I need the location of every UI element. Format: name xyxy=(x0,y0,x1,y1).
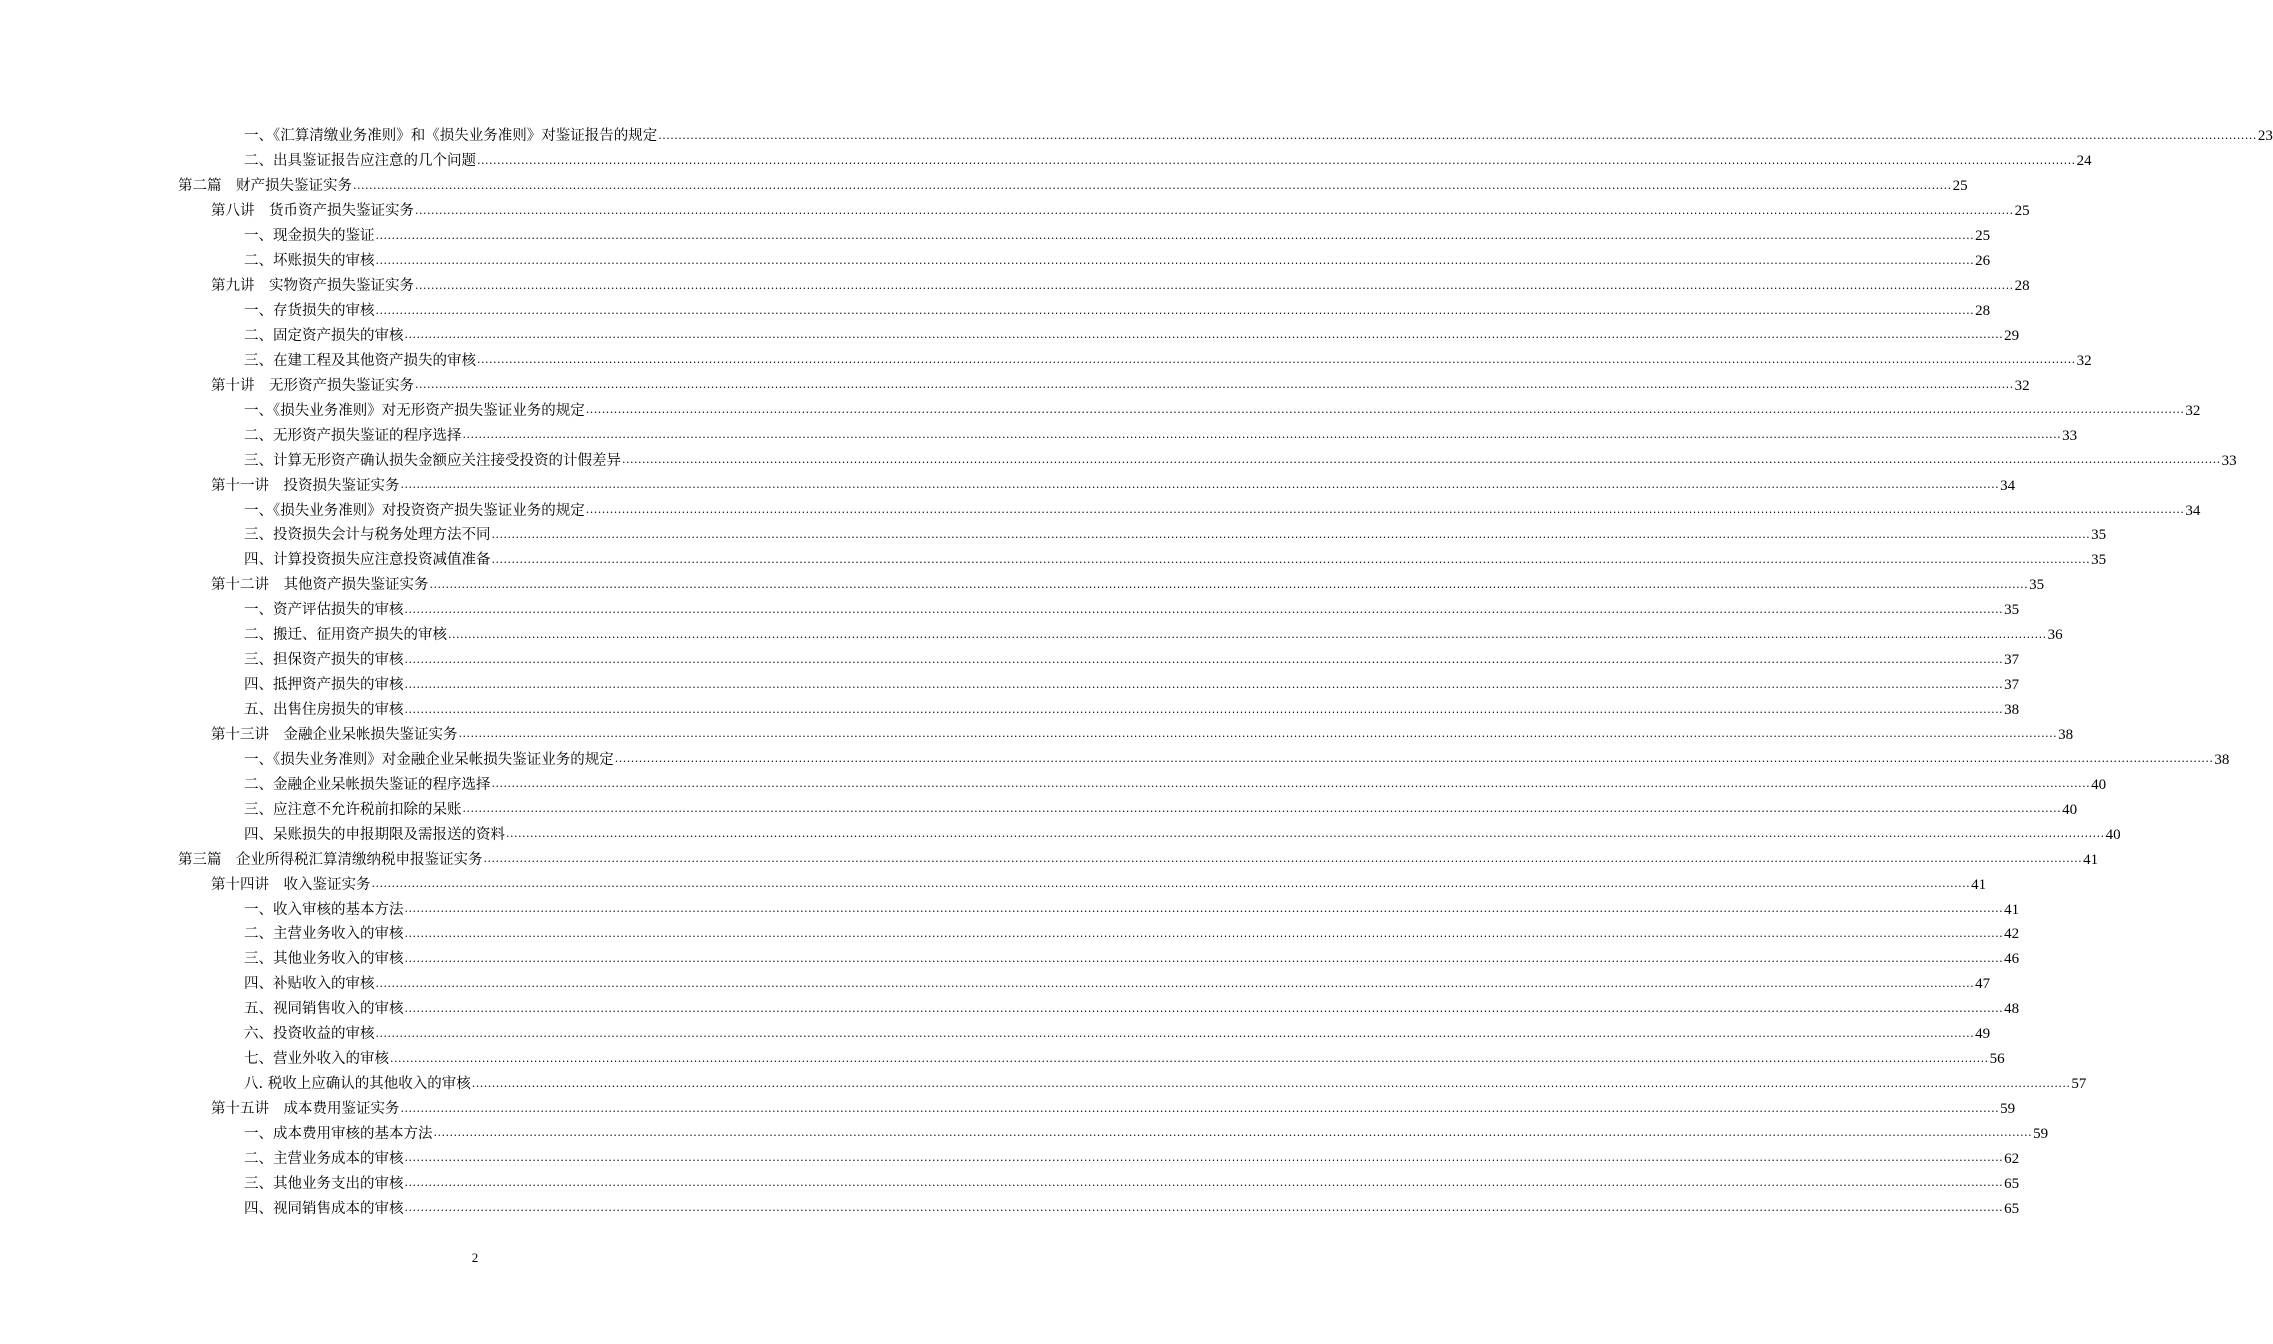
toc-dot-leader: ................................................................................................................................................................................................................................................................................................................................................................................................................ xyxy=(491,777,2091,791)
toc-dot-leader: ................................................................................................................................................................................................................................................................................................................................................................................................................ xyxy=(433,1126,2033,1140)
table-of-contents xyxy=(0,124,2273,1221)
toc-dot-leader: ................................................................................................................................................................................................................................................................................................................................................................................................................ xyxy=(506,827,2105,841)
toc-entry-page: 41 xyxy=(2004,901,2020,918)
toc-dot-leader: ................................................................................................................................................................................................................................................................................................................................................................................................................ xyxy=(491,527,2091,541)
toc-entry-title: 四、抵押资产损失的审核 xyxy=(244,677,404,694)
toc-entry-title: 四、视同销售成本的审核 xyxy=(244,1200,404,1217)
toc-entry-page: 33 xyxy=(2221,452,2237,469)
toc-entry-page: 37 xyxy=(2004,652,2020,669)
toc-dot-leader: ................................................................................................................................................................................................................................................................................................................................................................................................................ xyxy=(415,203,2014,217)
toc-dot-leader: ................................................................................................................................................................................................................................................................................................................................................................................................................ xyxy=(622,453,2221,467)
toc-entry-page: 25 xyxy=(1952,178,1968,195)
toc-entry-page: 36 xyxy=(2047,627,2063,644)
toc-entry[interactable] xyxy=(0,797,2078,822)
toc-entry[interactable] xyxy=(0,822,2121,847)
toc-entry-page: 25 xyxy=(2014,203,2030,220)
toc-dot-leader: ................................................................................................................................................................................................................................................................................................................................................................................................................ xyxy=(458,727,2058,741)
toc-entry-page: 35 xyxy=(2091,527,2107,544)
toc-entry-page: 62 xyxy=(2004,1150,2020,1167)
toc-entry[interactable] xyxy=(0,872,1987,897)
toc-entry-title: 四、呆账损失的申报期限及需报送的资料 xyxy=(244,826,505,843)
toc-dot-leader: ................................................................................................................................................................................................................................................................................................................................................................................................................ xyxy=(375,976,1975,990)
toc-entry[interactable] xyxy=(0,623,2063,648)
toc-entry-title: 第十五讲 成本费用鉴证实务 xyxy=(211,1101,400,1118)
toc-entry-title: 第十讲 无形资产损失鉴证实务 xyxy=(211,377,414,394)
page-number: 2 xyxy=(471,1250,479,1265)
toc-entry-page: 65 xyxy=(2004,1200,2020,1217)
toc-dot-leader: ................................................................................................................................................................................................................................................................................................................................................................................................................ xyxy=(462,428,2062,442)
toc-entry[interactable] xyxy=(0,1022,1991,1047)
toc-dot-leader: ................................................................................................................................................................................................................................................................................................................................................................................................................ xyxy=(390,1051,1989,1065)
toc-entry[interactable] xyxy=(0,149,2092,174)
toc-entry-title: 二、主营业务收入的审核 xyxy=(244,926,404,943)
toc-dot-leader: ................................................................................................................................................................................................................................................................................................................................................................................................................ xyxy=(658,128,2257,142)
toc-entry-page: 26 xyxy=(1975,253,1991,270)
toc-entry-title: 第十四讲 收入鉴证实务 xyxy=(211,876,371,893)
toc-dot-leader: ................................................................................................................................................................................................................................................................................................................................................................................................................ xyxy=(585,403,2185,417)
toc-dot-leader: ................................................................................................................................................................................................................................................................................................................................................................................................................ xyxy=(400,1101,2000,1115)
toc-dot-leader: ................................................................................................................................................................................................................................................................................................................................................................................................................ xyxy=(404,1001,2004,1015)
toc-entry-title: 三、担保资产损失的审核 xyxy=(244,652,404,669)
toc-entry-title: 一、《损失业务准则》对投资资产损失鉴证业务的规定 xyxy=(244,502,585,519)
toc-entry-page: 40 xyxy=(2091,776,2107,793)
toc-entry[interactable] xyxy=(0,199,2030,224)
toc-entry[interactable] xyxy=(0,897,2020,922)
toc-dot-leader: ................................................................................................................................................................................................................................................................................................................................................................................................................ xyxy=(415,278,2014,292)
toc-dot-leader: ................................................................................................................................................................................................................................................................................................................................................................................................................ xyxy=(483,852,2083,866)
toc-entry[interactable] xyxy=(0,1146,2020,1171)
toc-entry[interactable] xyxy=(0,523,2107,548)
toc-entry[interactable] xyxy=(0,648,2020,673)
toc-entry[interactable] xyxy=(0,373,2030,398)
toc-entry-title: 第十三讲 金融企业呆帐损失鉴证实务 xyxy=(211,726,458,743)
toc-entry-title: 七、营业外收入的审核 xyxy=(244,1051,389,1068)
toc-dot-leader: ................................................................................................................................................................................................................................................................................................................................................................................................................ xyxy=(404,1201,2004,1215)
toc-entry-title: 二、无形资产损失鉴证的程序选择 xyxy=(244,427,462,444)
toc-entry-page: 59 xyxy=(2000,1101,2016,1118)
toc-entry-title: 一、成本费用审核的基本方法 xyxy=(244,1125,433,1142)
toc-entry[interactable] xyxy=(0,1171,2020,1196)
toc-entry[interactable] xyxy=(0,673,2020,698)
toc-entry-title: 第三篇 企业所得税汇算清缴纳税申报鉴证实务 xyxy=(178,851,483,868)
toc-dot-leader: ................................................................................................................................................................................................................................................................................................................................................................................................................ xyxy=(614,752,2214,766)
toc-entry[interactable] xyxy=(0,1122,2049,1147)
toc-dot-leader: ................................................................................................................................................................................................................................................................................................................................................................................................................ xyxy=(353,178,1952,192)
toc-entry-title: 一、存货损失的审核 xyxy=(244,303,375,320)
toc-entry[interactable] xyxy=(0,448,2237,473)
toc-entry-title: 四、补贴收入的审核 xyxy=(244,976,375,993)
toc-entry-page: 35 xyxy=(2029,577,2045,594)
toc-entry-page: 65 xyxy=(2004,1175,2020,1192)
toc-entry[interactable] xyxy=(0,723,2074,748)
toc-entry-title: 二、坏账损失的审核 xyxy=(244,253,375,270)
toc-entry-page: 34 xyxy=(2000,477,2016,494)
toc-entry[interactable] xyxy=(0,772,2107,797)
toc-entry[interactable] xyxy=(0,398,2201,423)
toc-dot-leader: ................................................................................................................................................................................................................................................................................................................................................................................................................ xyxy=(462,802,2062,816)
toc-entry-page: 25 xyxy=(1975,228,1991,245)
toc-entry-title: 第二篇 财产损失鉴证实务 xyxy=(178,178,352,195)
toc-dot-leader: ................................................................................................................................................................................................................................................................................................................................................................................................................ xyxy=(375,1026,1975,1040)
toc-dot-leader: ................................................................................................................................................................................................................................................................................................................................................................................................................ xyxy=(477,353,2076,367)
toc-entry-title: 三、其他业务收入的审核 xyxy=(244,951,404,968)
toc-entry-title: 二、主营业务成本的审核 xyxy=(244,1150,404,1167)
toc-entry-page: 38 xyxy=(2214,751,2230,768)
toc-entry[interactable] xyxy=(0,473,2016,498)
toc-entry[interactable] xyxy=(0,274,2030,299)
toc-entry-title: 第十二讲 其他资产损失鉴证实务 xyxy=(211,577,429,594)
toc-entry[interactable] xyxy=(0,997,2020,1022)
toc-entry-title: 一、《损失业务准则》对金融企业呆帐损失鉴证业务的规定 xyxy=(244,751,614,768)
toc-dot-leader: ................................................................................................................................................................................................................................................................................................................................................................................................................ xyxy=(400,478,2000,492)
toc-entry-page: 57 xyxy=(2071,1076,2087,1093)
toc-entry-page: 56 xyxy=(1989,1051,2005,1068)
toc-entry-page: 48 xyxy=(2004,1001,2020,1018)
toc-entry-title: 一、现金损失的鉴证 xyxy=(244,228,375,245)
toc-entry-page: 41 xyxy=(1971,876,1987,893)
toc-entry-title: 三、其他业务支出的审核 xyxy=(244,1175,404,1192)
toc-entry-page: 42 xyxy=(2004,926,2020,943)
toc-entry-title: 五、视同销售收入的审核 xyxy=(244,1001,404,1018)
toc-entry[interactable] xyxy=(0,947,2020,972)
toc-entry[interactable] xyxy=(0,847,2099,872)
toc-entry-page: 28 xyxy=(2014,278,2030,295)
toc-entry-page: 35 xyxy=(2091,552,2107,569)
toc-entry[interactable] xyxy=(0,972,1991,997)
toc-entry-title: 一、资产评估损失的审核 xyxy=(244,602,404,619)
toc-entry-title: 二、出具鉴证报告应注意的几个问题 xyxy=(244,153,476,170)
toc-dot-leader: ................................................................................................................................................................................................................................................................................................................................................................................................................ xyxy=(404,951,2004,965)
toc-entry-page: 40 xyxy=(2062,801,2078,818)
toc-dot-leader: ................................................................................................................................................................................................................................................................................................................................................................................................................ xyxy=(371,877,1971,891)
toc-entry-page: 46 xyxy=(2004,951,2020,968)
toc-dot-leader: ................................................................................................................................................................................................................................................................................................................................................................................................................ xyxy=(404,1176,2004,1190)
toc-dot-leader: ................................................................................................................................................................................................................................................................................................................................................................................................................ xyxy=(471,1076,2071,1090)
toc-entry-page: 38 xyxy=(2058,726,2074,743)
toc-entry[interactable] xyxy=(0,324,2020,349)
toc-dot-leader: ................................................................................................................................................................................................................................................................................................................................................................................................................ xyxy=(404,702,2004,716)
toc-entry-title: 一、《损失业务准则》对无形资产损失鉴证业务的规定 xyxy=(244,402,585,419)
toc-entry-title: 第八讲 货币资产损失鉴证实务 xyxy=(211,203,414,220)
toc-entry-title: 二、金融企业呆帐损失鉴证的程序选择 xyxy=(244,776,491,793)
toc-dot-leader: ................................................................................................................................................................................................................................................................................................................................................................................................................ xyxy=(404,602,2004,616)
toc-dot-leader: ................................................................................................................................................................................................................................................................................................................................................................................................................ xyxy=(375,253,1975,267)
toc-entry-page: 23 xyxy=(2257,128,2273,145)
toc-entry-title: 二、固定资产损失的审核 xyxy=(244,327,404,344)
toc-entry[interactable] xyxy=(0,249,1991,274)
toc-dot-leader: ................................................................................................................................................................................................................................................................................................................................................................................................................ xyxy=(448,627,2047,641)
toc-entry[interactable] xyxy=(0,348,2092,373)
toc-entry[interactable] xyxy=(0,1097,2016,1122)
toc-entry-title: 一、收入审核的基本方法 xyxy=(244,901,404,918)
toc-entry-title: 三、计算无形资产确认损失金额应关注接受投资的计假差异 xyxy=(244,452,621,469)
toc-dot-leader: ................................................................................................................................................................................................................................................................................................................................................................................................................ xyxy=(375,228,1975,242)
toc-entry[interactable] xyxy=(0,423,2078,448)
toc-dot-leader: ................................................................................................................................................................................................................................................................................................................................................................................................................ xyxy=(404,1151,2004,1165)
toc-entry-title: 四、计算投资损失应注意投资减值准备 xyxy=(244,552,491,569)
toc-dot-leader: ................................................................................................................................................................................................................................................................................................................................................................................................................ xyxy=(404,652,2004,666)
toc-entry[interactable] xyxy=(0,1196,2020,1221)
toc-entry-page: 32 xyxy=(2076,352,2092,369)
toc-entry-page: 32 xyxy=(2185,402,2201,419)
toc-entry-page: 40 xyxy=(2105,826,2121,843)
toc-entry[interactable] xyxy=(0,573,2045,598)
toc-entry-page: 37 xyxy=(2004,677,2020,694)
toc-entry-title: 一、《汇算清缴业务准则》和《损失业务准则》对鉴证报告的规定 xyxy=(244,128,658,145)
toc-entry-page: 41 xyxy=(2083,851,2099,868)
toc-entry-title: 第十一讲 投资损失鉴证实务 xyxy=(211,477,400,494)
toc-entry[interactable] xyxy=(0,1047,2005,1072)
toc-entry[interactable] xyxy=(0,124,2273,149)
toc-entry-page: 38 xyxy=(2004,702,2020,719)
toc-entry[interactable] xyxy=(0,747,2230,772)
toc-entry-page: 59 xyxy=(2033,1125,2049,1142)
toc-dot-leader: ................................................................................................................................................................................................................................................................................................................................................................................................................ xyxy=(491,552,2091,566)
toc-entry-title: 三、应注意不允许税前扣除的呆账 xyxy=(244,801,462,818)
toc-dot-leader: ................................................................................................................................................................................................................................................................................................................................................................................................................ xyxy=(404,677,2004,691)
toc-entry-page: 28 xyxy=(1975,303,1991,320)
toc-entry-title: 第九讲 实物资产损失鉴证实务 xyxy=(211,278,414,295)
toc-entry[interactable] xyxy=(0,698,2020,723)
toc-dot-leader: ................................................................................................................................................................................................................................................................................................................................................................................................................ xyxy=(375,303,1975,317)
toc-dot-leader: ................................................................................................................................................................................................................................................................................................................................................................................................................ xyxy=(415,378,2014,392)
toc-entry-title: 三、投资损失会计与税务处理方法不同 xyxy=(244,527,491,544)
toc-dot-leader: ................................................................................................................................................................................................................................................................................................................................................................................................................ xyxy=(404,902,2004,915)
toc-entry-page: 32 xyxy=(2014,377,2030,394)
toc-dot-leader: ................................................................................................................................................................................................................................................................................................................................................................................................................ xyxy=(404,926,2004,940)
toc-entry-page: 49 xyxy=(1975,1026,1991,1043)
toc-dot-leader: ................................................................................................................................................................................................................................................................................................................................................................................................................ xyxy=(477,153,2076,167)
toc-entry-title: 六、投资收益的审核 xyxy=(244,1026,375,1043)
toc-entry-page: 24 xyxy=(2076,153,2092,170)
toc-dot-leader: ................................................................................................................................................................................................................................................................................................................................................................................................................ xyxy=(429,577,2029,591)
toc-entry-title: 二、搬迁、征用资产损失的审核 xyxy=(244,627,447,644)
toc-entry[interactable] xyxy=(0,922,2020,947)
toc-entry[interactable] xyxy=(0,224,1991,249)
toc-entry[interactable] xyxy=(0,548,2107,573)
toc-entry[interactable] xyxy=(0,598,2020,623)
toc-entry[interactable] xyxy=(0,498,2201,523)
toc-entry-title: 八. 税收上应确认的其他收入的审核 xyxy=(244,1076,471,1093)
toc-dot-leader: ................................................................................................................................................................................................................................................................................................................................................................................................................ xyxy=(404,328,2004,342)
toc-entry-title: 五、出售住房损失的审核 xyxy=(244,702,404,719)
toc-entry[interactable] xyxy=(0,174,1968,199)
toc-entry[interactable] xyxy=(0,299,1991,324)
toc-entry-page: 47 xyxy=(1975,976,1991,993)
toc-entry[interactable] xyxy=(0,1072,2087,1097)
toc-entry-page: 34 xyxy=(2185,502,2201,519)
toc-entry-page: 29 xyxy=(2004,327,2020,344)
toc-entry-page: 35 xyxy=(2004,602,2020,619)
toc-entry-page: 33 xyxy=(2062,427,2078,444)
toc-dot-leader: ................................................................................................................................................................................................................................................................................................................................................................................................................ xyxy=(585,503,2185,516)
toc-entry-title: 三、在建工程及其他资产损失的审核 xyxy=(244,352,476,369)
